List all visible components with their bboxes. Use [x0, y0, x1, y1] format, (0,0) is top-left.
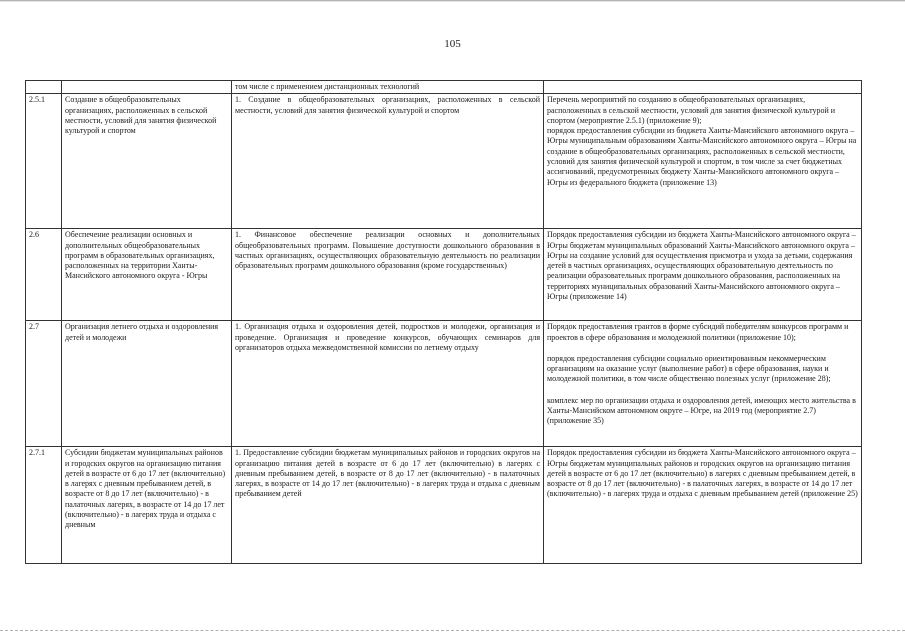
measures-table — [25, 80, 862, 564]
row-docs — [544, 81, 862, 94]
activity-text: 1. Финансовое обеспечение реализации основных и дополнительных общеобразовательных программ. Повышение доступности дошкольного образования в частных организациях, осуществляющих образовательную деятельность по реализации образовательных программ дошкольного образования (кроме государственных) — [235, 230, 540, 271]
doc-text: порядок предоставления субсидии социально ориентированным некоммерческим организациям на оказание услуг (выполнение работ) в сфере образования, науки и молодежной политики, в том числе общественно полезных услуг (приложение 28); — [547, 353, 831, 384]
row-name: Организация летнего отдыха и оздоровления детей и молодежи — [62, 321, 232, 447]
row-name: Субсидии бюджетам муниципальных районов и городских округов на организацию питания детей в возрасте от 6 до 17 лет (включительно) в лагерях с дневным пребыванием детей, в возрасте от 8 до 17 лет (включительно) - в палаточных лагерях, в возрасте от 14 до 17 лет (включительно) - в лагерях труда и отдыха с дневным — [62, 447, 232, 564]
row-name: Создание в общеобразовательных организациях, расположенных в сельской местности, условий для занятия физической культурой и спортом — [62, 94, 232, 229]
row-number: 2.6 — [26, 229, 62, 321]
page-bottom-edge — [0, 630, 905, 632]
row-docs — [544, 447, 862, 564]
row-name — [62, 81, 232, 94]
table-row — [26, 81, 862, 94]
row-activity — [232, 81, 544, 94]
row-docs — [544, 321, 862, 447]
paragraph-gap — [547, 385, 858, 396]
page-number: 105 — [444, 38, 461, 50]
doc-text: Порядок предоставления грантов в форме субсидий победителям конкурсов программ и проектов в сфере образования и молодежной политики (приложение 10); — [547, 322, 849, 342]
row-activity — [232, 229, 544, 321]
doc-text: порядок предоставления субсидии из бюджета Ханты-Мансийского автономного округа – Югры муниципальным образованиям Ханты-Мансийского автономного округа – Югры на создание в общеобразовательных организациях, расположенных в сельской местности, условий для занятия физической культурой и спортом, в том числе за счет бюджетных ассигнований, предусмотренных бюджету Ханты-Мансийского автономного округа – Югры из федерального бюджета (приложение 13) — [547, 126, 857, 187]
row-number: 2.5.1 — [26, 94, 62, 229]
row-name: Обеспечение реализации основных и дополнительных общеобразовательных программ в образовательных организациях, расположенных на территории Ханты-Мансийского автономного округа - Югры — [62, 229, 232, 321]
doc-text: Перечень мероприятий по созданию в общеобразовательных организациях, расположенных в сельской местности, условий для занятия физической культурой и спортом (мероприятие 2.5.1) (приложение 9); — [547, 95, 836, 125]
paragraph-gap — [547, 343, 858, 354]
row-activity — [232, 94, 544, 229]
row-activity — [232, 321, 544, 447]
activity-text: 1. Создание в общеобразовательных организациях, расположенных в сельской местности, условий для занятия физической культурой и спортом — [235, 95, 540, 115]
row-docs — [544, 94, 862, 229]
row-number: 2.7.1 — [26, 447, 62, 564]
page-top-edge — [0, 0, 905, 2]
row-number — [26, 81, 62, 94]
activity-text: том числе с применением дистанционных технологий — [235, 82, 420, 91]
doc-text: комплекс мер по организации отдыха и оздоровления детей, имеющих место жительства в Ханты-Мансийском автономном округе – Югре, на 2019 год (мероприятие 2.7) (приложение 35) — [547, 395, 856, 426]
doc-text: Порядок предоставления субсидии из бюджета Ханты-Мансийского автономного округа – Югры бюджетам муниципальных районов и городских округов на организацию питания детей в возрасте от 6 до 17 лет (включительно) в лагерях с дневным пребыванием детей, в возрасте от 8 до 17 лет (включительно) - в палаточных лагерях, в возрасте от 14 до 17 лет (включительно) - в лагерях труда и отдыха с дневным пребыванием детей (приложение 25) — [547, 448, 858, 499]
row-number: 2.7 — [26, 321, 62, 447]
activity-text: 1. Предоставление субсидии бюджетам муниципальных районов и городских округов на организацию питания детей в возрасте от 6 до 17 лет (включительно) в лагерях с дневным пребыванием детей, в возрасте от 8 до 17 лет (включительно) - в палаточных лагерях, в возрасте от 14 до 17 лет (включительно) - в лагерях труда и отдыха с дневным пребыванием детей — [235, 448, 540, 499]
row-activity — [232, 447, 544, 564]
table-row — [26, 94, 862, 229]
activity-text: 1. Организация отдыха и оздоровления детей, подростков и молодежи, организация и проведение. Организация и проведение конкурсов, обучающих семинаров для организаторов отдыха межведомственной комиссии по летнему отдыху — [235, 322, 540, 352]
row-docs — [544, 229, 862, 321]
table-row — [26, 447, 862, 564]
table-row — [26, 321, 862, 447]
doc-text: Порядок предоставления субсидии из бюджета Ханты-Мансийского автономного округа – Югры бюджетам муниципальных образований Ханты-Мансийского автономного округа – Югры на создание условий для осуществления присмотра и ухода за детьми, содержания детей в частных организациях, осуществляющих образовательную деятельность по реализации образовательных программ дошкольного образования, расположенных на территориях муниципальных образований Ханты-Мансийского автономного округа – Югры (приложение 14) — [547, 230, 856, 302]
table-row — [26, 229, 862, 321]
